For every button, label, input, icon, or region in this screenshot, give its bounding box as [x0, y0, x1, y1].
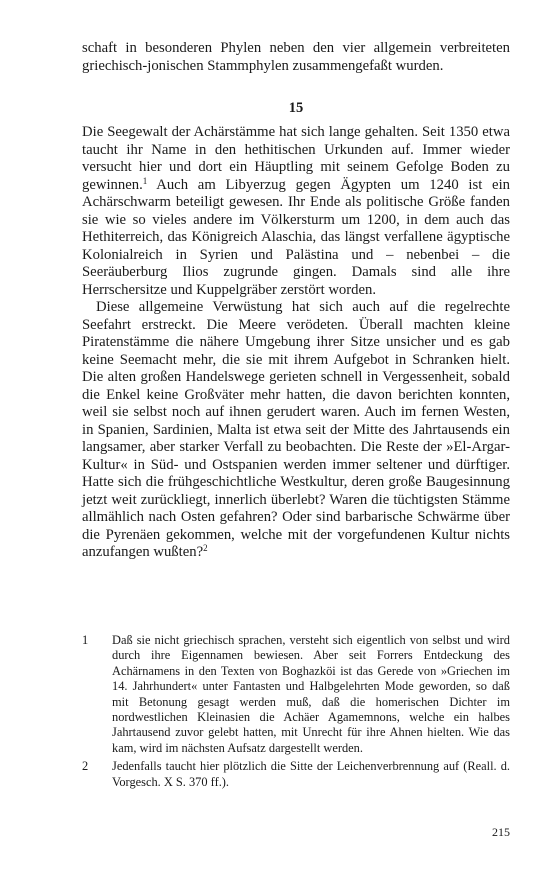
- paragraph-1-text-b: Auch am Libyerzug gegen Ägypten um 1240 ist ein Achärschwarm beteiligt gewesen. Ihr Ende als politische Größe fanden sie wie so vieles andere im Völkersturm um 1200, in dem auch das Hethiterreich, das Königreich Alaschia, das längst verfallene ägyptische Kolonialreich in Syrien und Palästina und – nebenbei – die Seeräuberburg Ilios zugrunde gingen. Damals sind alle ihre Herrschersitze und Kuppelgräber zerstört worden.: [82, 176, 510, 298]
- paragraph-2: [82, 299, 510, 562]
- page-number: 215: [492, 825, 510, 839]
- footnote-number: 2: [82, 759, 89, 774]
- footnote-1: [82, 633, 510, 756]
- footnote-text: Daß sie nicht griechisch sprachen, versteht sich eigentlich von selbst und wird durch ihre Eigennamen bewiesen. Aber seit Forrers Entdeckung des Achärnamens in den Texten von Boghazköi ist das Gerede von »Griechen im 14. Jahrhundert« unter Fantasten und Halbgelehrten Mode geworden, so daß mit Betonung gesagt werden muß, daß die homerischen Dichter im nordwestlichen Kleinasien die Achäer Agamemnons, welche ein halbes Jahrtausend zuvor gelebt hatten, mit Unrecht für ihre Ahnen hielten. Wie das kam, wird im nächsten Aufsatz dargestellt werden.: [112, 633, 510, 755]
- paragraph-1: [82, 124, 510, 299]
- footnote-2: [82, 759, 510, 790]
- footnotes: [82, 633, 510, 793]
- section-number: 15: [288, 100, 304, 116]
- footnote-ref-1[interactable]: 1: [142, 175, 148, 186]
- footnote-ref-2[interactable]: 2: [203, 543, 208, 553]
- footnote-text: Jedenfalls taucht hier plötzlich die Sitte der Leichenverbrennung auf (Reall. d. Vorgesch. X S. 370 ff.).: [112, 759, 510, 789]
- paragraph-1-text-a: Die Seegewalt der Achärstämme hat sich lange gehalten. Seit 1350 etwa taucht ihr Name in den hethitischen Urkunden auf. Immer wieder versucht hier und dort ein Häuptling mit seinem Gefolge Boden zu gewinnen.: [82, 124, 510, 193]
- section-body: [82, 124, 510, 562]
- paragraph-2-text: Diese allgemeine Verwüstung hat sich auch auf die regelrechte Seefahrt erstreckt. Die Meere verödeten. Überall machten kleine Piratenstämme die nähere Umgebung ihrer Sitze unsicher und es gab keine Seemacht mehr, die sie mit ihrem Aufgebot in Schranken hielt. Die alten großen Handelswege gerieten schnell in Vergessenheit, sobald die Enkel keine Großväter mehr hatten, die davon berichten konnten, weil sie selbst noch auf ihnen gerudert waren. Auch im fernen Westen, in Spanien, Sardinien, Malta ist etwa seit der Mitte des Jahrtausends ein langsamer, aber starker Verfall zu beobachten. Die Reste der »El-Argar-Kultur« in Süd- und Ostspanien werden immer seltener und dürftiger. Hatte sich die frühgeschichtliche Westkultur, deren große Baugesinnung jetzt weit zurückliegt, innerlich überlebt? Waren die tüchtigsten Stämme allmählich nach Osten gefahren? Oder sind barbarische Schwärme über die Pyrenäen gekommen, welche mit der vorgefundenen Kultur nichts anzufangen wußten?: [82, 299, 510, 560]
- paragraph-text: schaft in besonderen Phylen neben den vier allgemein verbreiteten griechisch-jonischen Stammphylen zusammengefaßt wurden.: [82, 40, 510, 74]
- continued-paragraph: [82, 40, 510, 75]
- footnote-number: 1: [82, 633, 89, 647]
